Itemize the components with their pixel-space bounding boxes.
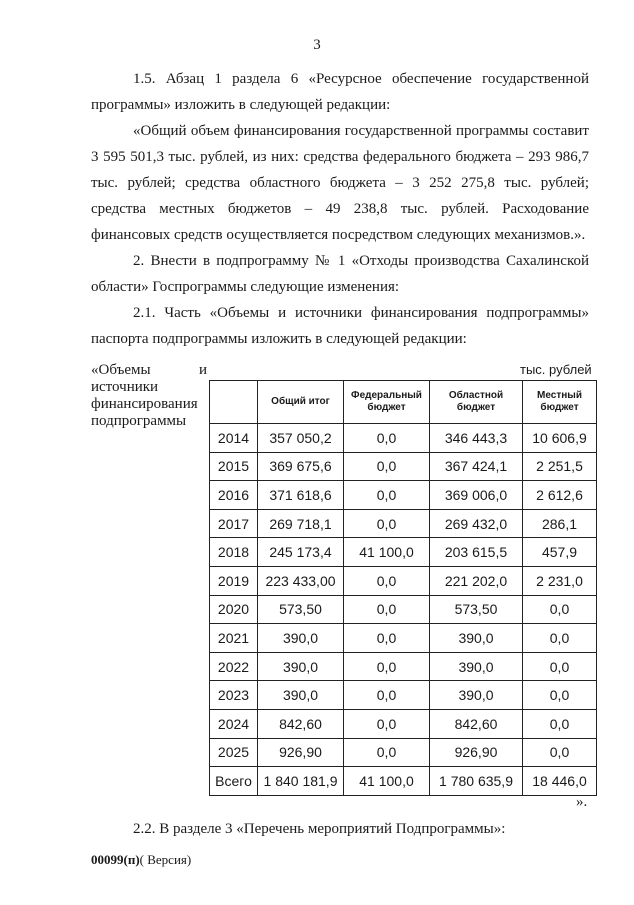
cell-regional: 367 424,1 <box>430 452 523 481</box>
table-row <box>210 652 597 681</box>
cell-year: 2017 <box>210 509 258 538</box>
cell-local: 0,0 <box>523 595 597 624</box>
cell-local: 0,0 <box>523 624 597 653</box>
table-row <box>210 624 597 653</box>
cell-local: 457,9 <box>523 538 597 567</box>
side-label-line2: источники <box>91 379 159 395</box>
cell-year: 2020 <box>210 595 258 624</box>
table-row <box>210 509 597 538</box>
cell-local: 286,1 <box>523 509 597 538</box>
cell-year: 2023 <box>210 681 258 710</box>
paragraph-2-1: 2.1. Часть «Объемы и источники финансирования подпрограммы» паспорта подпрограммы изложить в следующей редакции: <box>91 305 589 347</box>
side-label <box>91 362 211 430</box>
table-header-row <box>210 381 597 424</box>
cell-local: 0,0 <box>523 738 597 767</box>
units-label: тыс. рублей <box>520 362 592 377</box>
cell-total: 390,0 <box>258 681 344 710</box>
table-row <box>210 424 597 453</box>
cell-federal: 0,0 <box>344 595 430 624</box>
table-row <box>210 681 597 710</box>
table-body <box>210 424 597 796</box>
side-label-line3: финансирования <box>91 396 198 412</box>
cell-regional: 269 432,0 <box>430 509 523 538</box>
cell-total: 1 840 181,9 <box>258 767 344 796</box>
closing-quote: ». <box>576 794 588 810</box>
cell-regional: 221 202,0 <box>430 566 523 595</box>
footer-code <box>91 852 191 868</box>
paragraph-2: 2. Внести в подпрограмму № 1 «Отходы производства Сахалинской области» Госпрограммы следующие изменения: <box>91 253 589 295</box>
table-row <box>210 738 597 767</box>
cell-federal: 41 100,0 <box>344 538 430 567</box>
side-label-line1: «Объемы <box>91 362 151 378</box>
cell-year: 2018 <box>210 538 258 567</box>
cell-local: 0,0 <box>523 681 597 710</box>
cell-regional: 842,60 <box>430 709 523 738</box>
cell-year: 2015 <box>210 452 258 481</box>
cell-federal: 0,0 <box>344 481 430 510</box>
header-local: Местный бюджет <box>523 381 597 424</box>
header-regional: Областной бюджет <box>430 381 523 424</box>
header-federal: Федеральный бюджет <box>344 381 430 424</box>
cell-regional: 573,50 <box>430 595 523 624</box>
cell-year: 2024 <box>210 709 258 738</box>
cell-total: 223 433,00 <box>258 566 344 595</box>
cell-federal: 0,0 <box>344 652 430 681</box>
table-row <box>210 595 597 624</box>
cell-year: 2014 <box>210 424 258 453</box>
cell-year: 2022 <box>210 652 258 681</box>
cell-regional: 346 443,3 <box>430 424 523 453</box>
footer-doc-number: 00099(п) <box>91 852 140 867</box>
table-row <box>210 709 597 738</box>
page-number: 3 <box>313 37 321 53</box>
cell-total: 926,90 <box>258 738 344 767</box>
paragraph-financing-total: «Общий объем финансирования государственной программы составит 3 595 501,3 тыс. рублей, из них: средства федерального бюджета – 293 986,7 тыс. рублей; средства областного бюджета – 3 252 275,8 тыс. рублей; средства местных бюджетов – 49 238,8 тыс. рублей. Расходование финансовых средств осуществляется посредством следующих механизмов.». <box>91 123 589 243</box>
side-label-and: и <box>199 362 208 378</box>
cell-local: 0,0 <box>523 652 597 681</box>
cell-federal: 0,0 <box>344 424 430 453</box>
cell-total: 357 050,2 <box>258 424 344 453</box>
table-row <box>210 538 597 567</box>
cell-regional: 390,0 <box>430 681 523 710</box>
cell-total: 390,0 <box>258 652 344 681</box>
cell-local: 2 231,0 <box>523 566 597 595</box>
footer-version: ( Версия) <box>139 852 192 867</box>
cell-federal: 0,0 <box>344 566 430 595</box>
header-year <box>210 381 258 424</box>
header-total: Общий итог <box>258 381 344 424</box>
cell-total: 245 173,4 <box>258 538 344 567</box>
cell-regional: 390,0 <box>430 652 523 681</box>
side-label-line4: подпрограммы <box>91 413 187 429</box>
cell-total: 390,0 <box>258 624 344 653</box>
cell-federal: 0,0 <box>344 681 430 710</box>
cell-federal: 0,0 <box>344 709 430 738</box>
table-row <box>210 452 597 481</box>
cell-year: Всего <box>210 767 258 796</box>
cell-total: 369 675,6 <box>258 452 344 481</box>
table-row <box>210 767 597 796</box>
cell-total: 573,50 <box>258 595 344 624</box>
cell-regional: 369 006,0 <box>430 481 523 510</box>
cell-regional: 203 615,5 <box>430 538 523 567</box>
paragraph-1-5: 1.5. Абзац 1 раздела 6 «Ресурсное обеспечение государственной программы» изложить в следующей редакции: <box>91 71 589 113</box>
cell-regional: 390,0 <box>430 624 523 653</box>
cell-regional: 926,90 <box>430 738 523 767</box>
cell-year: 2019 <box>210 566 258 595</box>
table-row <box>210 566 597 595</box>
cell-local: 18 446,0 <box>523 767 597 796</box>
table-row <box>210 481 597 510</box>
cell-year: 2021 <box>210 624 258 653</box>
cell-year: 2025 <box>210 738 258 767</box>
cell-local: 10 606,9 <box>523 424 597 453</box>
cell-year: 2016 <box>210 481 258 510</box>
cell-federal: 0,0 <box>344 624 430 653</box>
paragraph-2-2: 2.2. В разделе 3 «Перечень мероприятий Подпрограммы»: <box>133 821 506 837</box>
cell-federal: 0,0 <box>344 738 430 767</box>
cell-federal: 0,0 <box>344 509 430 538</box>
cell-regional: 1 780 635,9 <box>430 767 523 796</box>
financing-table <box>209 380 597 796</box>
cell-federal: 0,0 <box>344 452 430 481</box>
cell-total: 842,60 <box>258 709 344 738</box>
cell-local: 2 612,6 <box>523 481 597 510</box>
cell-total: 269 718,1 <box>258 509 344 538</box>
cell-local: 2 251,5 <box>523 452 597 481</box>
cell-federal: 41 100,0 <box>344 767 430 796</box>
cell-total: 371 618,6 <box>258 481 344 510</box>
cell-local: 0,0 <box>523 709 597 738</box>
